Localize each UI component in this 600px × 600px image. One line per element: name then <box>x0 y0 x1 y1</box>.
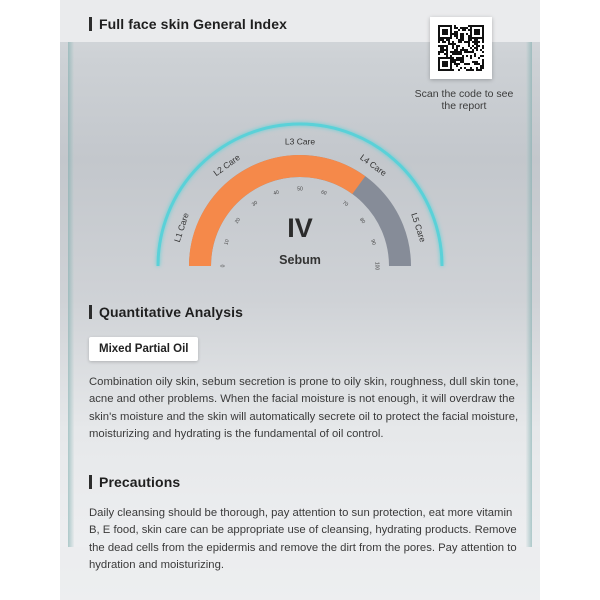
gauge-tick-label: 100 <box>373 261 380 271</box>
gauge-zone-label: L1 Care <box>171 211 191 244</box>
skin-report-page <box>60 0 540 600</box>
gauge-tick-label: 70 <box>341 199 350 209</box>
gauge-tick-label: 50 <box>297 186 303 193</box>
quantitative-heading <box>89 304 243 320</box>
skin-type-badge: Mixed Partial Oil <box>89 337 198 361</box>
qr-caption: Scan the code to see the report <box>414 88 514 112</box>
gauge-fill <box>200 166 359 266</box>
gauge-metric-label: Sebum <box>279 253 321 267</box>
title-marker <box>89 305 92 319</box>
quantitative-description: Combination oily skin, sebum secretion is prone to oily skin, roughness, dull skin tone, acne and other problems. When the facial moisture is not enough, it will overdraw the skin's moisture and the skin will automatically secrete oil to protect the facial moisture, moisturizing and hydrating is the fundamental of oil control. <box>89 376 519 440</box>
gauge-tick-label: 20 <box>233 216 243 225</box>
sebum-gauge <box>60 0 540 280</box>
gauge-zone-label: L5 Care <box>409 211 429 244</box>
precautions-text: Daily cleansing should be thorough, pay attention to sun protection, eat more vitamin B, E food, skin care can be appropriate use of cleansing, hydrating products. Remove the dead cells from the epidermis and remove the dirt from the pores. Pay attention to hydration and moisturizing. <box>89 507 517 571</box>
precautions-title: Precautions <box>99 474 181 490</box>
gauge-tick-label: 0 <box>220 264 227 268</box>
gauge-tick-label: 40 <box>272 189 280 197</box>
gauge-zone-label: L3 Care <box>284 136 316 147</box>
gauge-tick-label: 90 <box>369 238 377 246</box>
page-title: Full face skin General Index <box>99 16 287 32</box>
title-marker <box>89 475 92 489</box>
gauge-tick-label: 80 <box>357 216 367 225</box>
precautions-heading <box>89 474 180 490</box>
quantitative-title: Quantitative Analysis <box>99 304 243 320</box>
gauge-tick-label: 30 <box>250 199 259 209</box>
gauge-tick-label: 60 <box>320 189 328 197</box>
gauge-grade: IV <box>287 213 313 243</box>
gauge-tick-label: 10 <box>223 238 231 246</box>
gauge-zone-label: L2 Care <box>211 152 242 179</box>
gauge-zone-label: L4 Care <box>358 152 389 179</box>
